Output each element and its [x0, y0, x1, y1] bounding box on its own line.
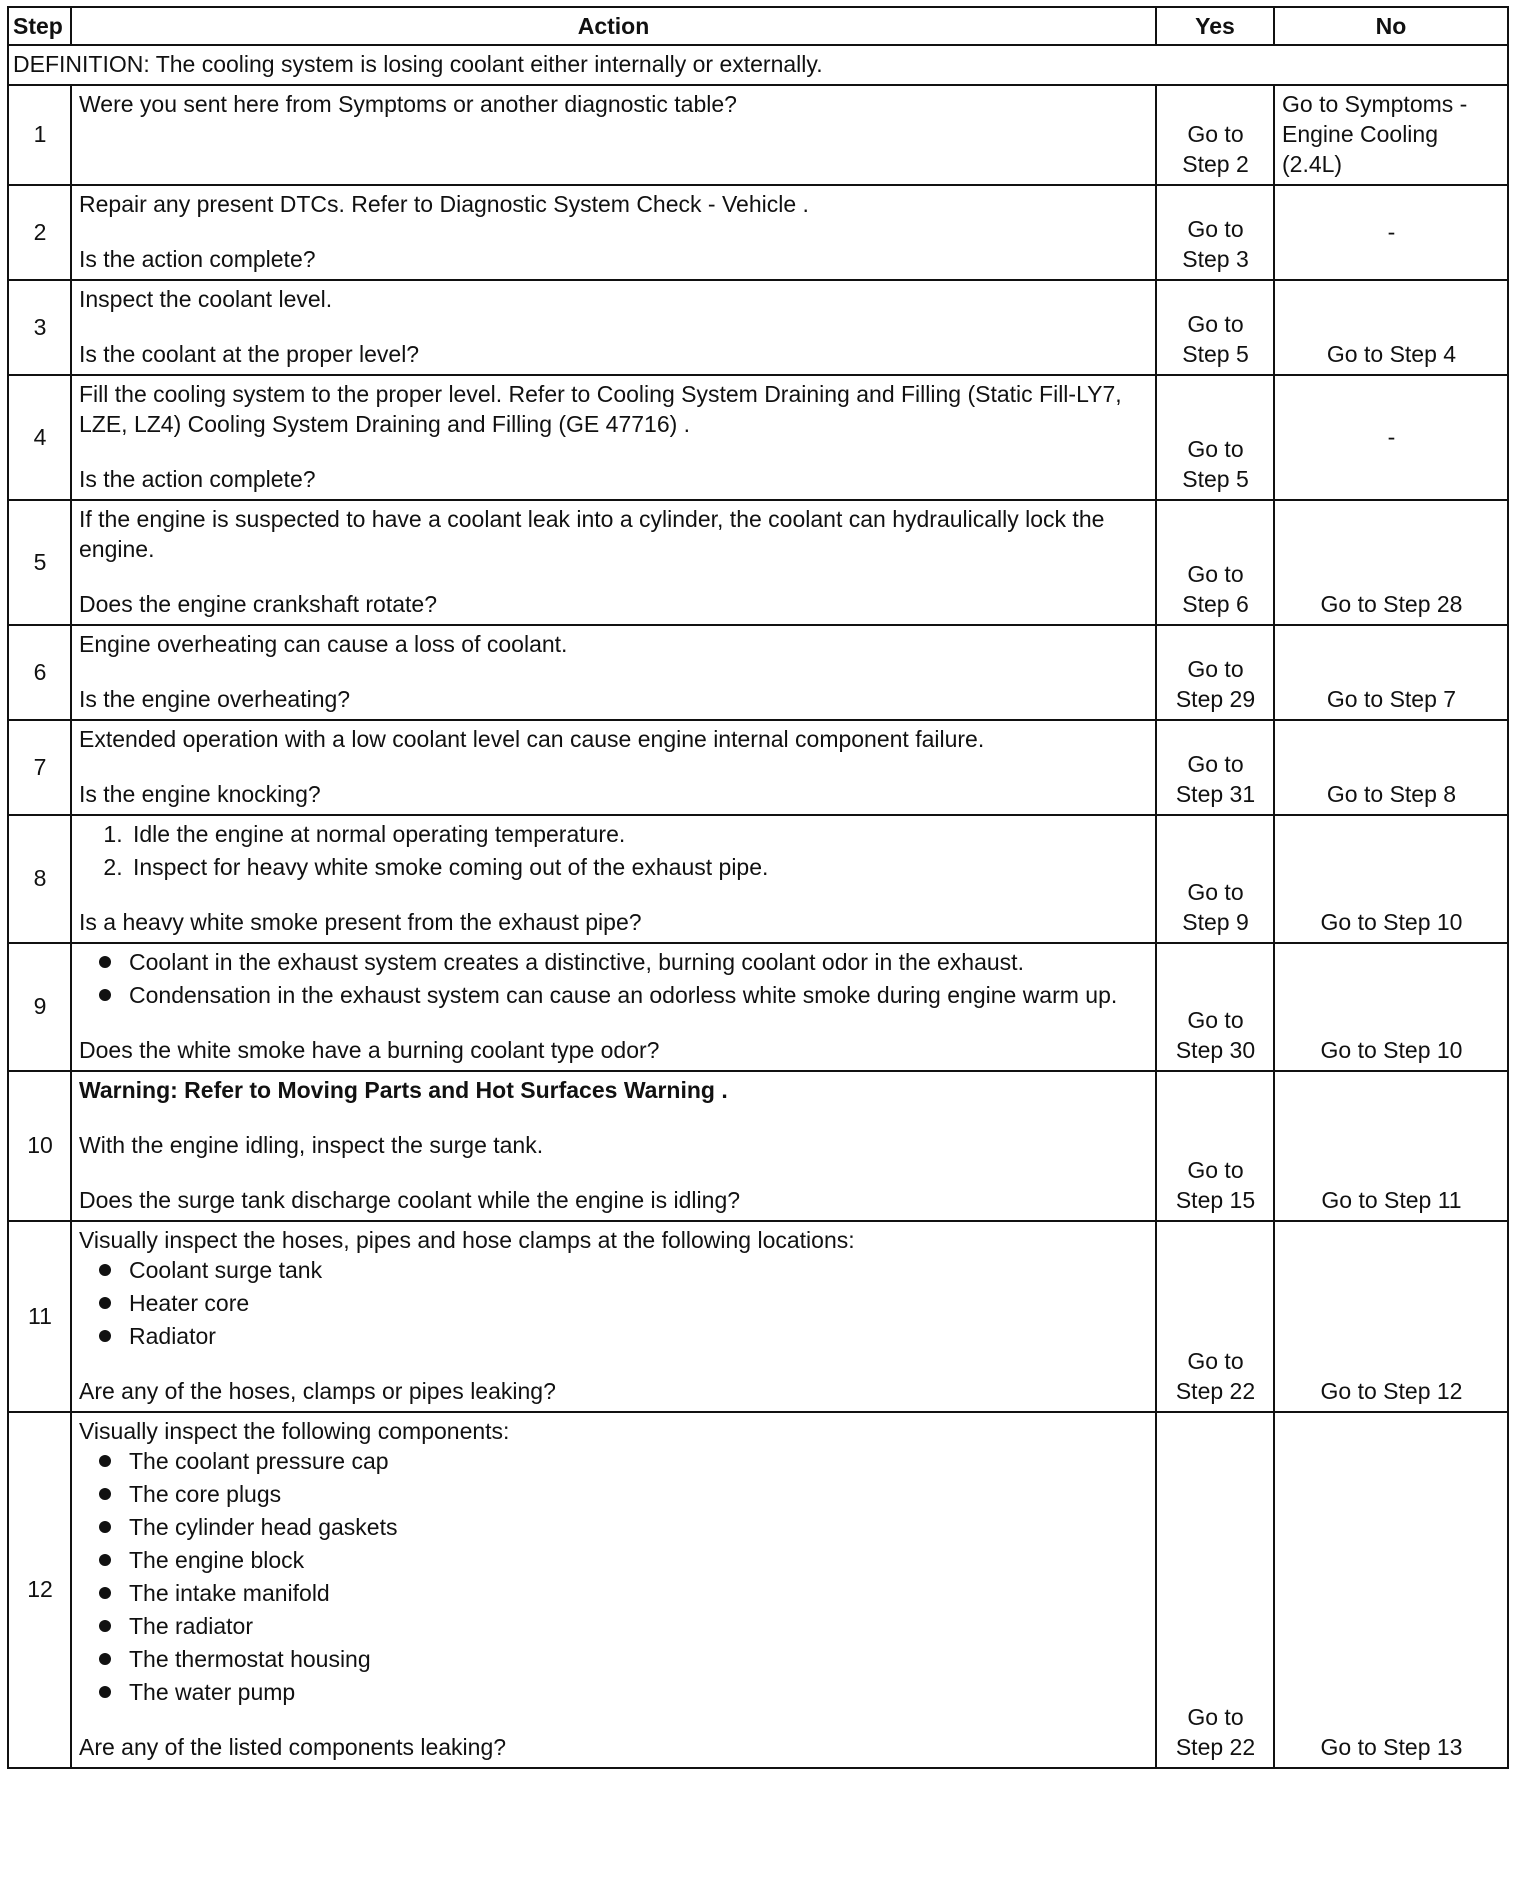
step-number: 9	[8, 943, 71, 1071]
header-row	[8, 7, 1508, 45]
bullet-list	[79, 947, 1149, 1010]
action-question: Does the engine crankshaft rotate?	[79, 591, 438, 617]
yes-result: Go to Step 30	[1156, 943, 1274, 1071]
list-item: 1. Idle the engine at normal operating temperature.	[129, 819, 1149, 849]
list-item: The thermostat housing	[129, 1644, 1149, 1674]
step-number: 5	[8, 500, 71, 625]
action-cell	[71, 1412, 1156, 1768]
list-item: Radiator	[129, 1321, 1149, 1351]
no-result: Go to Step 8	[1274, 720, 1508, 815]
no-result: -	[1274, 185, 1508, 280]
table-row	[8, 85, 1508, 185]
action-question: Is a heavy white smoke present from the exhaust pipe?	[79, 909, 642, 935]
header-step: Step	[8, 7, 71, 45]
yes-result: Go to Step 29	[1156, 625, 1274, 720]
no-result: Go to Step 11	[1274, 1071, 1508, 1221]
step-number: 2	[8, 185, 71, 280]
header-action: Action	[71, 7, 1156, 45]
action-text: With the engine idling, inspect the surge tank.	[79, 1132, 544, 1158]
action-question: Is the coolant at the proper level?	[79, 341, 420, 367]
step-number: 1	[8, 85, 71, 185]
header-no: No	[1274, 7, 1508, 45]
list-item: 2. Inspect for heavy white smoke coming out of the exhaust pipe.	[129, 852, 1149, 882]
diagnostic-table	[7, 6, 1509, 1769]
action-question: Is the engine knocking?	[79, 781, 321, 807]
step-number: 10	[8, 1071, 71, 1221]
no-result: Go to Step 13	[1274, 1412, 1508, 1768]
step-number: 6	[8, 625, 71, 720]
action-cell	[71, 85, 1156, 185]
warning-text: Warning: Refer to Moving Parts and Hot Surfaces Warning .	[79, 1077, 728, 1103]
table-row	[8, 185, 1508, 280]
yes-result: Go to Step 15	[1156, 1071, 1274, 1221]
no-result: Go to Step 28	[1274, 500, 1508, 625]
action-text: Extended operation with a low coolant level can cause engine internal component failure.	[79, 726, 985, 752]
table-row	[8, 720, 1508, 815]
action-cell	[71, 280, 1156, 375]
action-question: Is the engine overheating?	[79, 686, 351, 712]
list-item: The engine block	[129, 1545, 1149, 1575]
action-cell	[71, 375, 1156, 500]
action-question: Does the surge tank discharge coolant while the engine is idling?	[79, 1187, 741, 1213]
yes-result: Go to Step 22	[1156, 1221, 1274, 1412]
yes-result: Go to Step 31	[1156, 720, 1274, 815]
step-number: 4	[8, 375, 71, 500]
list-item: Heater core	[129, 1288, 1149, 1318]
list-item: The water pump	[129, 1677, 1149, 1707]
step-number: 3	[8, 280, 71, 375]
action-cell	[71, 1221, 1156, 1412]
no-result: -	[1274, 375, 1508, 500]
table-row	[8, 1412, 1508, 1768]
no-result: Go to Step 7	[1274, 625, 1508, 720]
action-question: Does the white smoke have a burning coolant type odor?	[79, 1037, 660, 1063]
action-text: Visually inspect the following components:	[79, 1418, 510, 1444]
action-text: Engine overheating can cause a loss of coolant.	[79, 631, 568, 657]
action-question: Is the action complete?	[79, 246, 316, 272]
table-row	[8, 1221, 1508, 1412]
action-cell	[71, 500, 1156, 625]
list-item: Coolant surge tank	[129, 1255, 1149, 1285]
action-cell	[71, 943, 1156, 1071]
no-result: Go to Step 10	[1274, 815, 1508, 943]
numbered-list	[79, 819, 1149, 882]
bullet-list	[79, 1255, 1149, 1351]
action-question: Are any of the hoses, clamps or pipes leaking?	[79, 1378, 556, 1404]
table-row	[8, 815, 1508, 943]
definition-text: DEFINITION: The cooling system is losing coolant either internally or externally.	[8, 45, 1508, 85]
bullet-list	[79, 1446, 1149, 1707]
list-item: The intake manifold	[129, 1578, 1149, 1608]
table-row	[8, 625, 1508, 720]
action-text: If the engine is suspected to have a coolant leak into a cylinder, the coolant can hydraulically lock the engine.	[79, 506, 1105, 562]
action-cell	[71, 720, 1156, 815]
list-item: Coolant in the exhaust system creates a distinctive, burning coolant odor in the exhaust.	[129, 947, 1149, 977]
action-text: Visually inspect the hoses, pipes and hose clamps at the following locations:	[79, 1227, 855, 1253]
header-yes: Yes	[1156, 7, 1274, 45]
action-question: Are any of the listed components leaking?	[79, 1734, 507, 1760]
yes-result: Go to Step 5	[1156, 375, 1274, 500]
yes-result: Go to Step 22	[1156, 1412, 1274, 1768]
step-number: 12	[8, 1412, 71, 1768]
action-question: Is the action complete?	[79, 466, 316, 492]
list-item: The core plugs	[129, 1479, 1149, 1509]
action-cell	[71, 185, 1156, 280]
action-text: Repair any present DTCs. Refer to Diagnostic System Check - Vehicle .	[79, 191, 809, 217]
list-item: The cylinder head gaskets	[129, 1512, 1149, 1542]
table-row	[8, 280, 1508, 375]
table-row	[8, 500, 1508, 625]
yes-result: Go to Step 5	[1156, 280, 1274, 375]
table-row	[8, 1071, 1508, 1221]
action-cell	[71, 815, 1156, 943]
action-text: Inspect the coolant level.	[79, 286, 333, 312]
action-text: Were you sent here from Symptoms or another diagnostic table?	[79, 91, 737, 117]
definition-row	[8, 45, 1508, 85]
action-cell	[71, 1071, 1156, 1221]
no-result: Go to Step 12	[1274, 1221, 1508, 1412]
list-item: The coolant pressure cap	[129, 1446, 1149, 1476]
list-item: Condensation in the exhaust system can cause an odorless white smoke during engine warm up.	[129, 980, 1149, 1010]
table-row	[8, 943, 1508, 1071]
step-number: 7	[8, 720, 71, 815]
no-result: Go to Step 10	[1274, 943, 1508, 1071]
no-result: Go to Symptoms - Engine Cooling (2.4L)	[1274, 85, 1508, 185]
step-number: 8	[8, 815, 71, 943]
yes-result: Go to Step 9	[1156, 815, 1274, 943]
no-result: Go to Step 4	[1274, 280, 1508, 375]
yes-result: Go to Step 3	[1156, 185, 1274, 280]
table-row	[8, 375, 1508, 500]
step-number: 11	[8, 1221, 71, 1412]
action-text: Fill the cooling system to the proper level. Refer to Cooling System Draining and Filling (Static Fill-LY7, LZE, LZ4) Cooling System Draining and Filling (GE 47716) .	[79, 381, 1122, 437]
action-cell	[71, 625, 1156, 720]
list-item: The radiator	[129, 1611, 1149, 1641]
yes-result: Go to Step 2	[1156, 85, 1274, 185]
yes-result: Go to Step 6	[1156, 500, 1274, 625]
